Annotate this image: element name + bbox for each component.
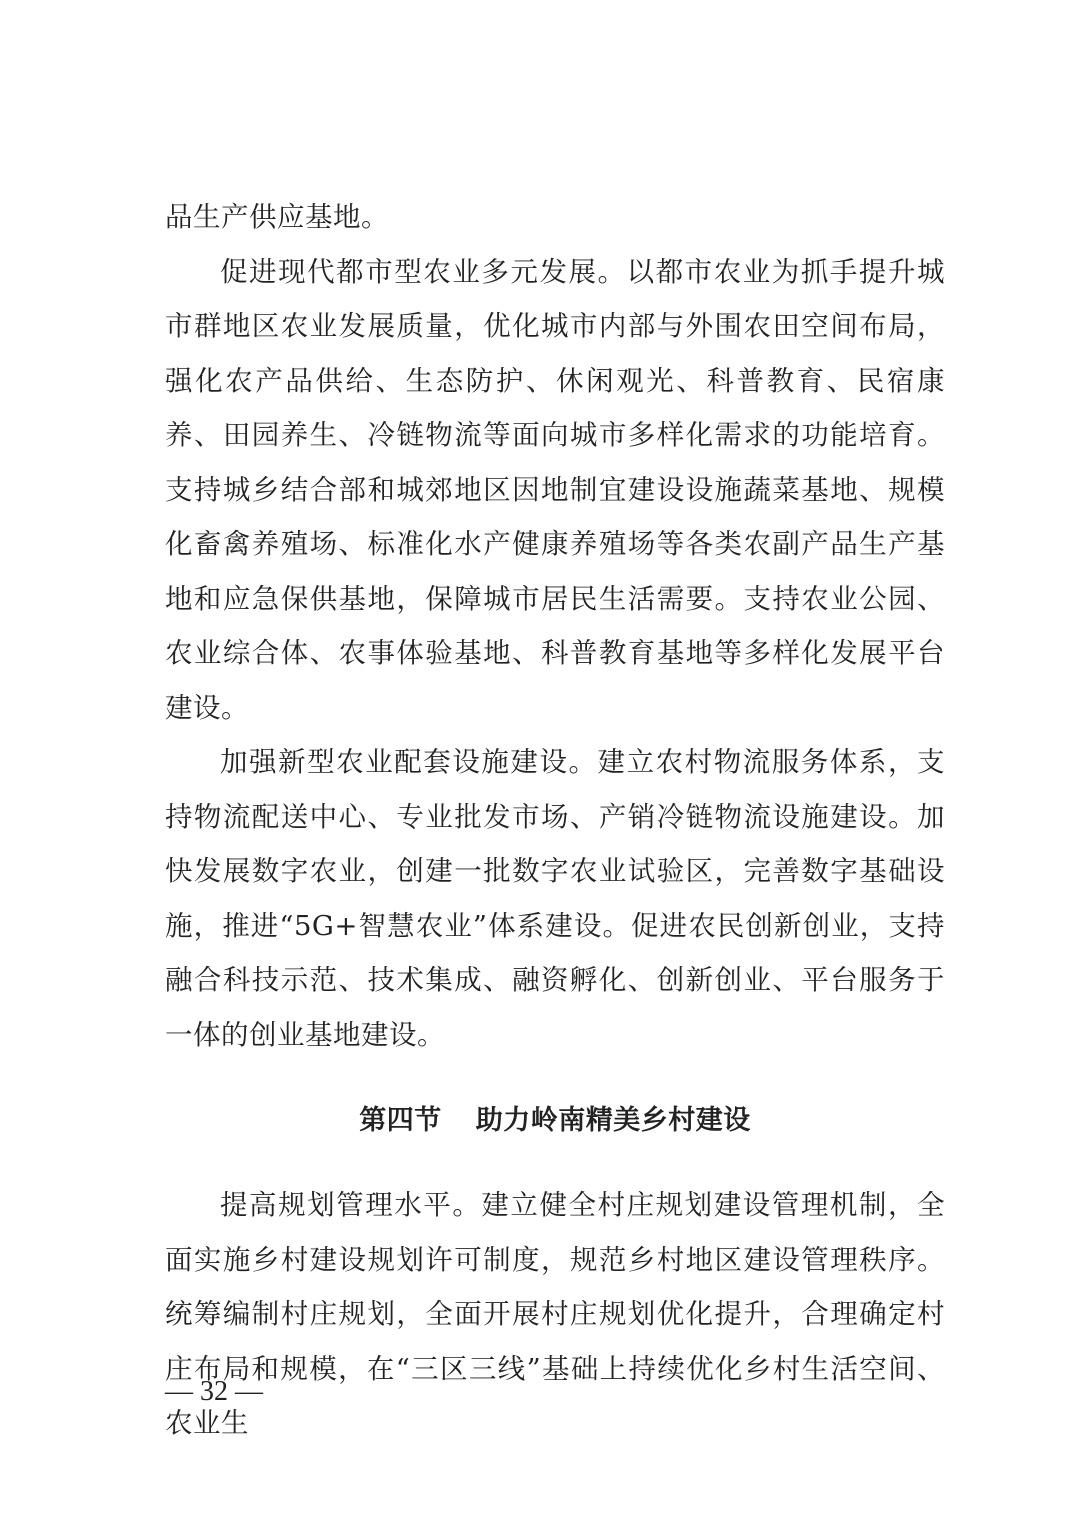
section-heading	[165, 1099, 945, 1143]
paragraph-planning-text: 建立健全村庄规划建设管理机制，全面实施乡村建设规划许可制度，规范乡村地区建设管理秩序。统筹编制村庄规划，全面开展村庄规划优化提升，合理确定村庄布局和规模，在“三区三线”基础上持续优化乡村生活空间、农业生	[165, 1189, 945, 1439]
section-title: 助力岭南精美乡村建设	[475, 1105, 751, 1136]
paragraph-continuation	[165, 190, 945, 245]
paragraph-planning-lead: 提高规划管理水平。	[220, 1189, 482, 1221]
paragraph-continuation-text: 品生产供应基地。	[165, 201, 389, 233]
paragraph-urban-agriculture	[165, 245, 945, 736]
paragraph-urban-agriculture-lead: 促进现代都市型农业多元发展。	[220, 255, 627, 288]
paragraph-urban-agriculture-text: 以都市农业为抓手提升城市群地区农业发展质量，优化城市内部与外围农田空间布局，强化农产品供给、生态防护、休闲观光、科普教育、民宿康养、田园养生、冷链物流等面向城市多样化需求的功能培育。支持城乡结合部和城郊地区因地制宜建设设施蔬菜基地、规模化畜禽养殖场、标准化水产健康养殖场等各类农副产品生产基地和应急保供基地，保障城市居民生活需要。支持农业公园、农业综合体、农事体验基地、科普教育基地等多样化发展平台建设。	[165, 255, 946, 724]
section-number: 第四节	[359, 1105, 442, 1136]
paragraph-agri-facilities-lead: 加强新型农业配套设施建设。	[220, 746, 598, 778]
paragraph-planning	[165, 1178, 945, 1451]
page-number: — 32 —	[165, 1376, 263, 1407]
paragraph-agri-facilities-text: 建立农村物流服务体系，支持物流配送中心、专业批发市场、产销冷链物流设施建设。加快发展数字农业，创建一批数字农业试验区，完善数字基础设施，推进“5G+智慧农业”体系建设。促进农民创新创业，支持融合科技示范、技术集成、融资孵化、创新创业、平台服务于一体的创业基地建设。	[165, 746, 946, 1051]
paragraph-agri-facilities	[165, 735, 945, 1062]
document-body	[165, 190, 945, 1451]
